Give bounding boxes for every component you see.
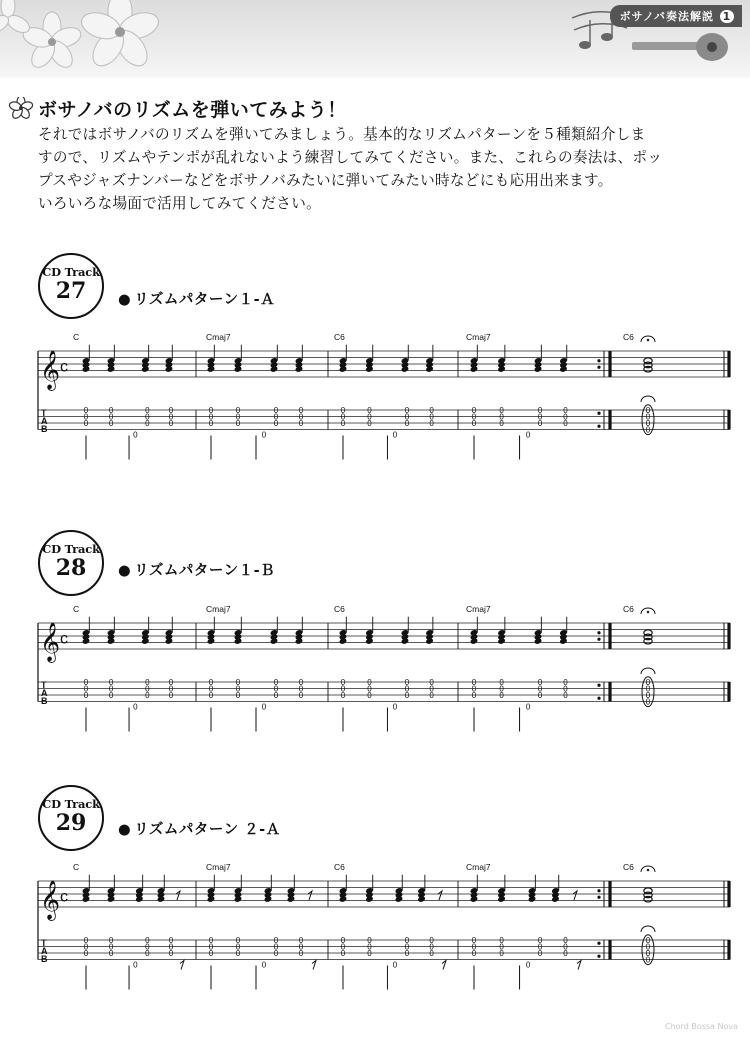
tab-number: 0 — [83, 691, 89, 700]
tab-number: 0 — [273, 412, 279, 422]
tab-number: 0 — [340, 684, 346, 694]
repeat-dot — [597, 942, 600, 945]
tab-number: 0 — [645, 949, 651, 958]
chord-name: C — [73, 604, 80, 614]
tab-number: 0 — [208, 936, 214, 945]
tab-number: 0 — [392, 430, 398, 440]
tab-number: 0 — [645, 684, 651, 694]
tab-number: 0 — [563, 684, 568, 694]
tab-number: 0 — [563, 678, 568, 687]
tab-number: 0 — [145, 691, 150, 700]
tab-number: 0 — [645, 697, 651, 707]
repeat-dot — [597, 631, 600, 634]
tab-number: 0 — [499, 942, 504, 952]
tab-number: 0 — [145, 684, 150, 694]
tab-number: 0 — [471, 412, 477, 422]
tab-letter-t: T — [41, 680, 47, 690]
fermata-icon — [641, 668, 655, 674]
tab-number: 0 — [83, 684, 89, 694]
tab-number: 0 — [83, 406, 89, 415]
tab-number: 0 — [108, 678, 114, 687]
tab-number: 0 — [367, 691, 372, 700]
cd-track-number: 29 — [55, 810, 87, 836]
tab-letter-t: T — [41, 408, 47, 418]
tab-number: 0 — [298, 419, 304, 428]
tab-number: 0 — [525, 430, 531, 440]
tab-number: 0 — [340, 942, 346, 952]
tab-number: 0 — [298, 684, 304, 694]
repeat-dot — [597, 425, 600, 428]
tab-number: 0 — [499, 936, 504, 945]
repeat-dot — [597, 889, 600, 892]
tab-number: 0 — [537, 412, 543, 422]
tab-number: 0 — [340, 936, 346, 945]
chord-name: Cmaj7 — [466, 604, 491, 614]
tab-number: 0 — [537, 678, 543, 687]
tab-number: 0 — [471, 419, 477, 428]
tab-number: 0 — [108, 412, 114, 422]
tab-number: 0 — [499, 949, 504, 958]
chord-name: C6 — [334, 862, 345, 872]
time-signature: c — [60, 888, 68, 906]
tab-number: 0 — [645, 942, 651, 952]
tab-number: 0 — [83, 678, 89, 687]
tab-number: 0 — [645, 955, 651, 965]
tab-number: 0 — [108, 942, 114, 952]
intro-paragraph — [38, 123, 730, 215]
repeat-dot — [597, 366, 600, 369]
intro-line: それではボサノバのリズムを弾いてみましょう。基本的なリズムパターンを５種類紹介しま — [38, 126, 646, 143]
tab-number: 0 — [145, 678, 150, 687]
tab-number: 0 — [537, 419, 543, 428]
tab-number: 0 — [235, 942, 241, 952]
tab-number: 0 — [168, 678, 174, 687]
tab-number: 0 — [298, 406, 304, 415]
tab-number: 0 — [168, 949, 174, 958]
chord-name: Cmaj7 — [206, 862, 231, 872]
repeat-dot — [597, 412, 600, 415]
tab-number: 0 — [471, 684, 477, 694]
tab-number: 0 — [645, 936, 651, 945]
tab-number: 0 — [208, 949, 214, 958]
eighth-rest-icon — [573, 891, 577, 900]
footer-note: Chord Bossa Nova — [665, 1022, 738, 1031]
tab-number: 0 — [108, 936, 114, 945]
tab-letter-a: A — [41, 946, 48, 956]
tab-number: 0 — [145, 949, 150, 958]
tab-number: 0 — [563, 942, 568, 952]
intro-line: すので、リズムやテンポが乱れないよう練習してみてください。また、これらの奏法は、ポッ — [38, 149, 663, 166]
tab-number: 0 — [108, 419, 114, 428]
eighth-rest-icon — [442, 961, 446, 970]
tab-number: 0 — [261, 430, 267, 440]
tab-number: 0 — [429, 942, 434, 952]
tab-number: 0 — [133, 702, 138, 712]
tab-letter-b: B — [41, 696, 48, 706]
chord-name: C — [73, 862, 80, 872]
chord-name: C6 — [623, 604, 634, 614]
tab-number: 0 — [525, 702, 531, 712]
treble-clef-icon: 𝄞 — [40, 350, 61, 390]
tab-number: 0 — [145, 419, 150, 428]
tab-number: 0 — [645, 419, 651, 428]
repeat-dot — [597, 684, 600, 687]
time-signature: c — [60, 358, 68, 376]
chord-name: Cmaj7 — [466, 862, 491, 872]
tab-number: 0 — [563, 949, 568, 958]
tab-number: 0 — [298, 942, 304, 952]
tab-number: 0 — [235, 949, 241, 958]
tab-number: 0 — [367, 949, 372, 958]
tab-number: 0 — [208, 412, 214, 422]
repeat-dot — [597, 697, 600, 700]
tab-number: 0 — [83, 412, 89, 422]
repeat-dot — [597, 896, 600, 899]
cd-track-badge — [38, 253, 104, 319]
tab-number: 0 — [471, 936, 477, 945]
chord-name: Cmaj7 — [206, 332, 231, 342]
tab-number: 0 — [537, 949, 543, 958]
tab-number: 0 — [392, 702, 398, 712]
rhythm-pattern-title: ● リズムパターン ２-Ａ — [118, 818, 281, 839]
tab-number: 0 — [145, 406, 150, 415]
tab-number: 0 — [429, 949, 434, 958]
tab-number: 0 — [471, 406, 477, 415]
tab-number: 0 — [298, 949, 304, 958]
tab-number: 0 — [273, 949, 279, 958]
chord-name: Cmaj7 — [466, 332, 491, 342]
tab-number: 0 — [537, 406, 543, 415]
tab-number: 0 — [145, 412, 150, 422]
fermata-dot — [647, 869, 649, 871]
tab-number: 0 — [367, 412, 372, 422]
tab-number: 0 — [83, 419, 89, 428]
treble-clef-icon: 𝄞 — [40, 880, 61, 920]
tab-number: 0 — [235, 684, 241, 694]
tab-number: 0 — [645, 425, 651, 435]
score-rhythm-pattern-1b — [38, 600, 730, 760]
tab-number: 0 — [235, 406, 241, 415]
tab-number: 0 — [499, 684, 504, 694]
fermata-icon — [641, 396, 655, 402]
tab-number: 0 — [525, 960, 531, 970]
tab-letter-t: T — [41, 938, 47, 948]
tab-number: 0 — [83, 949, 89, 958]
tab-number: 0 — [108, 949, 114, 958]
tab-number: 0 — [235, 419, 241, 428]
intro-line: いろいろな場面で活用してみてください。 — [38, 195, 321, 212]
tab-number: 0 — [340, 406, 346, 415]
tab-number: 0 — [404, 942, 410, 952]
tab-number: 0 — [273, 691, 279, 700]
cd-track-label: CD Track — [42, 265, 100, 279]
tab-number: 0 — [404, 949, 410, 958]
tab-number: 0 — [499, 412, 504, 422]
tab-number: 0 — [429, 678, 434, 687]
cd-track-label: CD Track — [42, 542, 100, 556]
header-badge-label: ボサノバ奏法解説 — [619, 10, 714, 23]
tab-number: 0 — [429, 684, 434, 694]
eighth-rest-icon — [308, 891, 312, 900]
tab-number: 0 — [340, 419, 346, 428]
tab-number: 0 — [168, 942, 174, 952]
tab-number: 0 — [208, 942, 214, 952]
tab-number: 0 — [499, 419, 504, 428]
fermata-icon — [641, 926, 655, 932]
tab-number: 0 — [563, 412, 568, 422]
tab-number: 0 — [108, 406, 114, 415]
tab-number: 0 — [367, 684, 372, 694]
eighth-rest-icon — [312, 961, 316, 970]
tab-letter-a: A — [41, 688, 48, 698]
tab-number: 0 — [208, 678, 214, 687]
tab-number: 0 — [340, 678, 346, 687]
tab-number: 0 — [340, 691, 346, 700]
time-signature: c — [60, 630, 68, 648]
tab-number: 0 — [367, 936, 372, 945]
tab-number: 0 — [404, 678, 410, 687]
tab-number: 0 — [298, 936, 304, 945]
tab-number: 0 — [168, 406, 174, 415]
cd-track-label: CD Track — [42, 797, 100, 811]
eighth-rest-icon — [176, 891, 180, 900]
score-rhythm-pattern-2a — [38, 858, 730, 1018]
tab-number: 0 — [367, 406, 372, 415]
tab-number: 0 — [208, 406, 214, 415]
flower-icon — [8, 97, 34, 119]
tab-number: 0 — [563, 419, 568, 428]
tab-number: 0 — [145, 936, 150, 945]
tab-number: 0 — [340, 412, 346, 422]
tab-number: 0 — [273, 406, 279, 415]
rhythm-pattern-title: ● リズムパターン１-Ｂ — [118, 559, 275, 580]
tab-number: 0 — [298, 412, 304, 422]
tab-number: 0 — [537, 936, 543, 945]
cd-track-badge — [38, 530, 104, 596]
tab-number: 0 — [563, 406, 568, 415]
tab-number: 0 — [340, 949, 346, 958]
tab-number: 0 — [235, 691, 241, 700]
tab-number: 0 — [645, 406, 651, 415]
eighth-rest-icon — [577, 961, 581, 970]
eighth-rest-icon — [438, 891, 442, 900]
tab-number: 0 — [208, 419, 214, 428]
tab-number: 0 — [429, 412, 434, 422]
tab-number: 0 — [404, 412, 410, 422]
tab-number: 0 — [392, 960, 398, 970]
tab-letter-b: B — [41, 424, 48, 434]
tab-number: 0 — [404, 419, 410, 428]
tab-number: 0 — [537, 684, 543, 694]
tab-number: 0 — [499, 406, 504, 415]
tab-number: 0 — [563, 936, 568, 945]
tab-number: 0 — [235, 678, 241, 687]
tab-number: 0 — [83, 936, 89, 945]
header-badge — [610, 5, 742, 27]
tab-number: 0 — [404, 684, 410, 694]
tab-number: 0 — [367, 419, 372, 428]
chord-name: C6 — [334, 604, 345, 614]
tab-number: 0 — [563, 691, 568, 700]
tab-letter-b: B — [41, 954, 48, 964]
tab-number: 0 — [261, 702, 267, 712]
tab-number: 0 — [273, 419, 279, 428]
tab-number: 0 — [367, 942, 372, 952]
chord-name: C — [73, 332, 80, 342]
tab-number: 0 — [261, 960, 267, 970]
tab-number: 0 — [645, 412, 651, 422]
tab-number: 0 — [645, 678, 651, 687]
tab-number: 0 — [208, 684, 214, 694]
chord-name: C6 — [623, 862, 634, 872]
tab-number: 0 — [208, 691, 214, 700]
tab-number: 0 — [273, 684, 279, 694]
eighth-rest-icon — [180, 961, 184, 970]
tab-number: 0 — [235, 412, 241, 422]
fermata-dot — [647, 611, 649, 613]
tab-number: 0 — [429, 691, 434, 700]
chord-name: C6 — [334, 332, 345, 342]
tab-number: 0 — [471, 691, 477, 700]
tab-number: 0 — [429, 936, 434, 945]
tab-number: 0 — [168, 936, 174, 945]
tab-number: 0 — [168, 419, 174, 428]
page-number: 1 — [720, 10, 734, 23]
tab-number: 0 — [133, 960, 138, 970]
chord-name: C6 — [623, 332, 634, 342]
cd-track-number: 27 — [55, 278, 87, 304]
tab-number: 0 — [537, 942, 543, 952]
page-title: ボサノバのリズムを弾いてみよう！ — [38, 99, 347, 121]
tab-letter-a: A — [41, 416, 48, 426]
tab-number: 0 — [404, 936, 410, 945]
tab-number: 0 — [471, 949, 477, 958]
fermata-dot — [647, 339, 649, 341]
chord-name: Cmaj7 — [206, 604, 231, 614]
tab-number: 0 — [168, 412, 174, 422]
header-band — [0, 0, 750, 78]
tab-number: 0 — [298, 691, 304, 700]
tab-number: 0 — [273, 936, 279, 945]
tab-number: 0 — [537, 691, 543, 700]
tab-number: 0 — [83, 942, 89, 952]
tab-number: 0 — [367, 678, 372, 687]
cd-track-number: 28 — [55, 555, 87, 581]
repeat-dot — [597, 359, 600, 362]
intro-line: プスやジャズナンバーなどをボサノバみたいに弾いてみたい時などにも応用出来ます。 — [38, 172, 613, 189]
tab-number: 0 — [645, 691, 651, 700]
tab-number: 0 — [133, 430, 138, 440]
score-rhythm-pattern-1a — [38, 328, 730, 488]
tab-number: 0 — [273, 942, 279, 952]
treble-clef-icon: 𝄞 — [40, 622, 61, 662]
tab-number: 0 — [235, 936, 241, 945]
cd-track-badge — [38, 785, 104, 851]
tab-number: 0 — [404, 691, 410, 700]
repeat-dot — [597, 638, 600, 641]
tab-number: 0 — [108, 691, 114, 700]
tab-number: 0 — [471, 942, 477, 952]
tab-number: 0 — [145, 942, 150, 952]
rhythm-pattern-title: ● リズムパターン１-Ａ — [118, 288, 275, 309]
tab-number: 0 — [499, 678, 504, 687]
tab-number: 0 — [429, 419, 434, 428]
tab-number: 0 — [168, 691, 174, 700]
tab-number: 0 — [404, 406, 410, 415]
tab-number: 0 — [273, 678, 279, 687]
tab-number: 0 — [108, 684, 114, 694]
tab-number: 0 — [168, 684, 174, 694]
tab-number: 0 — [298, 678, 304, 687]
tab-number: 0 — [499, 691, 504, 700]
tab-number: 0 — [429, 406, 434, 415]
repeat-dot — [597, 955, 600, 958]
tab-number: 0 — [471, 678, 477, 687]
